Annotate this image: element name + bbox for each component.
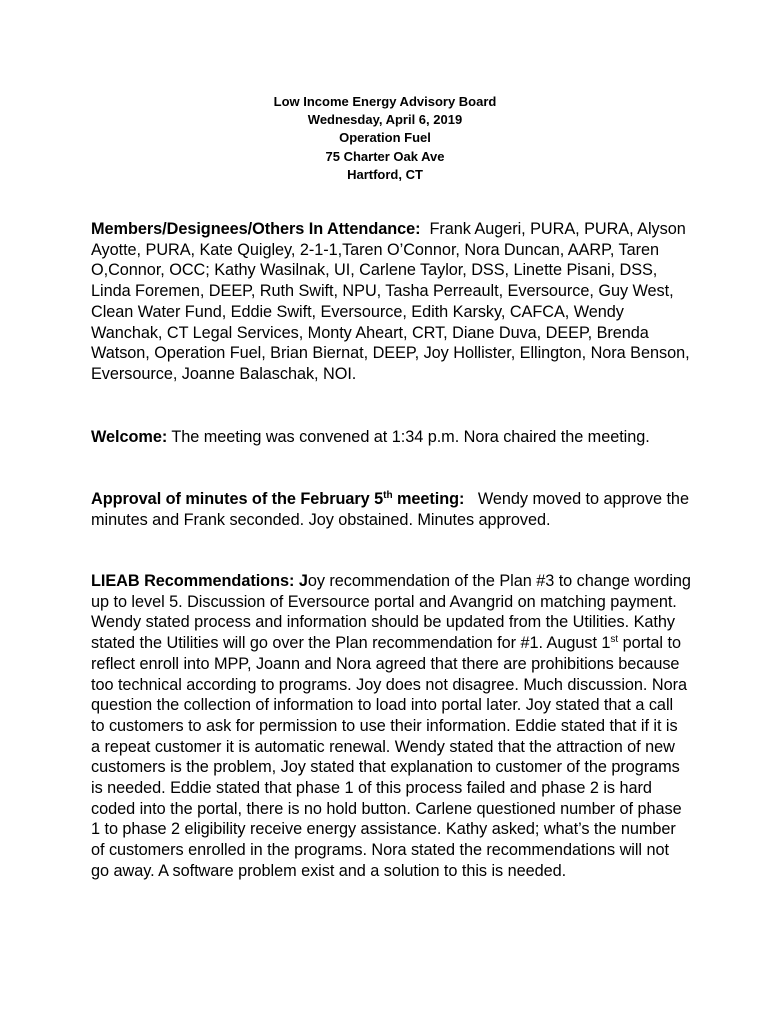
lieab-text-part1: oy recommendation of the Plan #3 to change wording up to level 5. Discussion of Eversource portal and Avangrid on matching payment. Wendy stated process and information should be updated from the Utilities. Kathy stated the Utilities will go over the Plan recommendation for #1. August 1 xyxy=(91,572,691,653)
header-board-name: Low Income Energy Advisory Board xyxy=(273,94,497,109)
lieab-label: LIEAB Recommendations: J xyxy=(91,572,308,590)
attendance-label: Members/Designees/Others In Attendance: xyxy=(91,220,421,238)
lieab-section xyxy=(91,571,691,882)
lieab-text-sup: st xyxy=(610,634,619,646)
approval-label-pre: Approval of minutes of the February 5 xyxy=(91,490,384,508)
lieab-paragraph xyxy=(91,571,691,882)
attendance-section xyxy=(91,219,691,385)
meeting-header xyxy=(0,93,770,184)
attendance-paragraph xyxy=(91,219,691,385)
approval-label-sup: th xyxy=(383,490,393,501)
approval-label-post: meeting: xyxy=(392,490,465,508)
header-street: 75 Charter Oak Ave xyxy=(325,148,445,164)
welcome-section xyxy=(91,427,691,448)
header-organization: Operation Fuel xyxy=(339,130,431,146)
attendance-text: Frank Augeri, PURA, PURA, Alyson Ayotte, PURA, Kate Quigley, 2-1-1,Taren O’Connor, Nora Duncan, AARP, Taren O,Connor, OCC; Kathy Wasilnak, UI, Carlene Taylor, DSS, Linette Pisani, DSS, Linda Foremen, DEEP, Ruth Swift, NPU, Tasha Perreault, Eversource, Guy West, Clean Water Fund, Eddie Swift, Eversource, Edith Karsky, CAFCA, Wendy Wanchak, CT Legal Services, Monty Aheart, CRT, Diane Duva, DEEP, Brenda Watson, Operation Fuel, Brian Biernat, DEEP, Joy Hollister, Ellington, Nora Benson, Eversource, Joanne Balaschak, NOI. xyxy=(91,220,690,383)
header-city: Hartford, CT xyxy=(347,166,423,182)
approval-label xyxy=(91,490,464,508)
welcome-label: Welcome: xyxy=(91,428,168,446)
welcome-paragraph xyxy=(91,427,691,448)
approval-text: Wendy moved to approve the minutes and Frank seconded. Joy obstained. Minutes approved. xyxy=(91,490,689,529)
approval-section xyxy=(91,489,691,530)
welcome-text: The meeting was convened at 1:34 p.m. Nora chaired the meeting. xyxy=(171,428,650,446)
lieab-text-part2: portal to reflect enroll into MPP, Joann and Nora agreed that there are prohibitions because too technical according to programs. Joy does not disagree. Much discussion. Nora question the collection of information to load into portal later. Joy stated that a call to customers to ask for permission to use their information. Eddie stated that if it is a repeat customer it is automatic renewal. Wendy stated that the attraction of new customers is the problem, Joy stated that explanation to customer of the programs is needed. Eddie stated that phase 1 of this process failed and phase 2 is hard coded into the portal, there is no hold button. Carlene questioned number of phase 1 to phase 2 eligibility receive energy assistance. Kathy asked; what’s the number of customers enrolled in the programs. Nora stated the recommendations will not go away. A software problem exist and a solution to this is needed. xyxy=(91,634,687,880)
approval-paragraph xyxy=(91,489,691,530)
header-date: Wednesday, April 6, 2019 xyxy=(307,112,463,128)
